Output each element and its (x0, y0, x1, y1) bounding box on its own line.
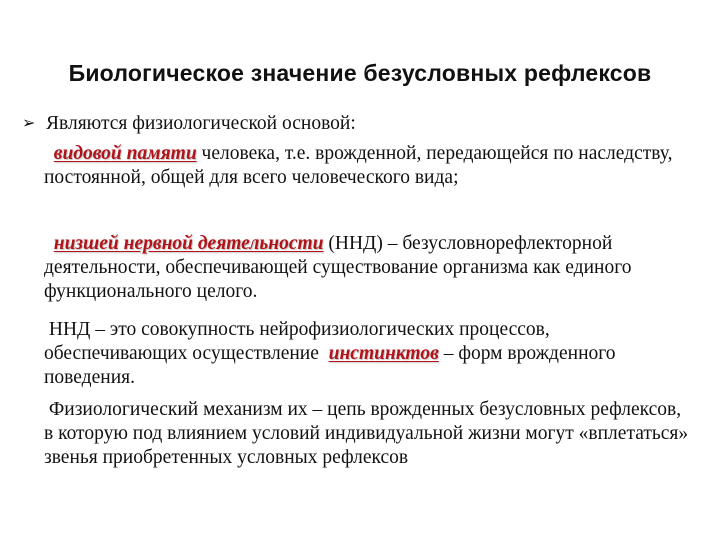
bullet-item (22, 112, 702, 136)
paragraph-indent (44, 143, 54, 164)
highlight-term-instincts: инстинктов (328, 343, 439, 364)
paragraph-species-memory (44, 142, 694, 190)
bullet-text: Являются физиологической основой: (46, 113, 356, 134)
paragraph-text-after: – форм врожденного поведения. (44, 343, 616, 388)
paragraph-instincts (44, 318, 694, 390)
paragraph-text-before: ННД – это совокупность нейрофизиологических процессов, обеспечивающих осуществление (44, 319, 550, 364)
paragraph-text: (ННД) – безусловнорефлекторной деятельности, обеспечивающей существование организма как единого функционального целого. (44, 233, 632, 302)
paragraph-mechanism: Физиологический механизм их – цепь врожденных безусловных рефлексов, в которую под влиянием условий индивидуальной жизни могут «вплетаться» звенья приобретенных условных рефлексов (44, 399, 689, 468)
highlight-term-lower-nervous-activity: низшей нервной деятельности (53, 233, 324, 254)
paragraph-lower-nervous-activity (44, 232, 694, 304)
arrow-bullet-icon: ➢ (22, 115, 36, 132)
paragraph-indent (44, 233, 54, 254)
slide-title: Биологическое значение безусловных рефлексов (68, 60, 652, 86)
highlight-term-species-memory: видовой памяти (53, 143, 197, 164)
paragraph-text: человека, т.е. врожденной, передающейся по наследству, постоянной, общей для всего человеческого вида; (44, 143, 673, 188)
